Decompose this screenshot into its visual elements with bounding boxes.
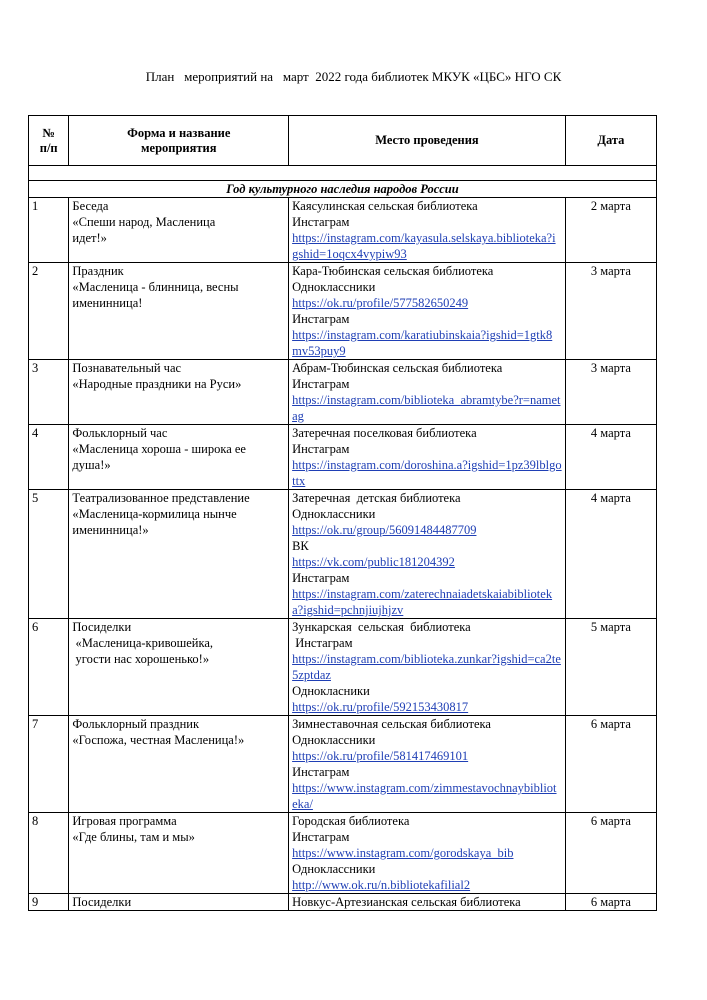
event-form-line: «Масленица хороша - широка ее — [72, 442, 246, 456]
place-line: Одноклассники — [292, 862, 376, 876]
header-date-label: Дата — [597, 133, 625, 147]
header-date — [565, 116, 656, 166]
place-link[interactable]: http://www.ok.ru/n.bibliotekafilial2 — [292, 878, 471, 892]
place-line: Инстаграм — [292, 377, 350, 391]
event-form-line: Фольклорный час — [72, 426, 168, 440]
event-form-line: именинница!» — [72, 523, 149, 537]
event-form — [69, 716, 289, 813]
place-line: Затеречная поселковая библиотека — [292, 426, 477, 440]
row-number: 7 — [29, 716, 69, 813]
table-header-row — [29, 116, 657, 166]
place-line: Зункарская сельская библиотека — [292, 620, 471, 634]
event-date: 6 марта — [565, 716, 656, 813]
event-form-line: Посиделки — [72, 895, 132, 909]
event-form-line: «Масленица-кормилица нынче — [72, 507, 237, 521]
event-place — [289, 360, 566, 425]
row-number: 3 — [29, 360, 69, 425]
place-line: Городская библиотека — [292, 814, 410, 828]
event-place — [289, 490, 566, 619]
place-link[interactable]: https://instagram.com/kayasula.selskaya.biblioteka?igshid=1oqcx4vypiw93 — [292, 231, 556, 261]
event-form-line: идет!» — [72, 231, 107, 245]
event-place — [289, 813, 566, 894]
row-number: 8 — [29, 813, 69, 894]
place-line: Инстаграм — [292, 442, 350, 456]
header-place-label: Место проведения — [375, 133, 479, 147]
events-table — [28, 115, 657, 911]
place-link[interactable]: https://instagram.com/zaterechnaiadetskaiabiblioteka?igshid=pchnjiujhjzv — [292, 587, 553, 617]
row-number: 4 — [29, 425, 69, 490]
place-link[interactable]: https://instagram.com/karatiubinskaia?igshid=1gtk8mv53puy9 — [292, 328, 553, 358]
event-form-line: душа!» — [72, 458, 111, 472]
place-line: Каясулинская сельская библиотека — [292, 199, 478, 213]
event-place — [289, 263, 566, 360]
table-row — [29, 198, 657, 263]
place-line: Инстаграм — [292, 636, 353, 650]
table-row — [29, 360, 657, 425]
event-form — [69, 198, 289, 263]
event-date: 3 марта — [565, 360, 656, 425]
event-form-line: Беседа — [72, 199, 109, 213]
event-form-line: Театрализованное представление — [72, 491, 250, 505]
place-line: Одноклассники — [292, 280, 376, 294]
event-place — [289, 198, 566, 263]
event-date: 5 марта — [565, 619, 656, 716]
place-link[interactable]: https://ok.ru/profile/577582650249 — [292, 296, 469, 310]
place-link[interactable]: https://vk.com/public181204392 — [292, 555, 455, 569]
place-line: Однокласники — [292, 684, 370, 698]
event-form — [69, 425, 289, 490]
header-form — [69, 116, 289, 166]
document-title: План мероприятий на март 2022 года библиотек МКУК «ЦБС» НГО СК — [145, 69, 562, 84]
event-form-line: «Народные праздники на Руси» — [72, 377, 242, 391]
header-form-label: Форма и название мероприятия — [127, 125, 231, 155]
section-row — [29, 181, 657, 198]
place-line: ВК — [292, 539, 309, 553]
place-line: Кара-Тюбинская сельская библиотека — [292, 264, 494, 278]
event-place — [289, 894, 566, 911]
event-form-line: «Масленица-кривошейка, — [72, 636, 214, 650]
event-place — [289, 716, 566, 813]
table-row — [29, 425, 657, 490]
event-form-line: Праздник — [72, 264, 124, 278]
place-line: Инстаграм — [292, 765, 350, 779]
place-link[interactable]: https://www.instagram.com/zimmestavochnaybiblioteka/ — [292, 781, 557, 811]
place-link[interactable]: https://instagram.com/biblioteka.zunkar?igshid=ca2te5zptdaz — [292, 652, 561, 682]
table-row — [29, 894, 657, 911]
event-form-line: «Спеши народ, Масленица — [72, 215, 216, 229]
event-date: 6 марта — [565, 894, 656, 911]
place-link[interactable]: https://instagram.com/biblioteka_abramtybe?r=nametag — [292, 393, 561, 423]
event-date: 4 марта — [565, 425, 656, 490]
spacer-row — [29, 166, 657, 181]
row-number: 2 — [29, 263, 69, 360]
place-line: Инстаграм — [292, 830, 350, 844]
event-date: 6 марта — [565, 813, 656, 894]
table-row — [29, 619, 657, 716]
event-form-line: Фольклорный праздник — [72, 717, 200, 731]
place-link[interactable]: https://instagram.com/doroshina.a?igshid=1pz39lblgottx — [292, 458, 562, 488]
table-row — [29, 490, 657, 619]
table-row — [29, 813, 657, 894]
header-num-label: № п/п — [39, 125, 58, 155]
event-form — [69, 490, 289, 619]
place-line: Новкус-Артезианская сельская библиотека — [292, 895, 521, 909]
event-form-line: угости нас хорошенько!» — [72, 652, 210, 666]
place-line: Инстаграм — [292, 215, 350, 229]
header-place — [289, 116, 566, 166]
place-line: Инстаграм — [292, 312, 350, 326]
event-form — [69, 619, 289, 716]
event-place — [289, 619, 566, 716]
event-form-line: «Масленица - блинница, весны — [72, 280, 239, 294]
event-form-line: именинница! — [72, 296, 143, 310]
event-date: 3 марта — [565, 263, 656, 360]
place-link[interactable]: https://ok.ru/profile/581417469101 — [292, 749, 469, 763]
event-date: 2 марта — [565, 198, 656, 263]
event-form — [69, 360, 289, 425]
place-line: Абрам-Тюбинская сельская библиотека — [292, 361, 503, 375]
place-line: Одноклассники — [292, 507, 376, 521]
place-line: Одноклассники — [292, 733, 376, 747]
row-number: 6 — [29, 619, 69, 716]
event-form-line: «Где блины, там и мы» — [72, 830, 195, 844]
event-form — [69, 263, 289, 360]
event-place — [289, 425, 566, 490]
table-row — [29, 263, 657, 360]
row-number: 5 — [29, 490, 69, 619]
event-date: 4 марта — [565, 490, 656, 619]
row-number: 1 — [29, 198, 69, 263]
table-row — [29, 716, 657, 813]
place-link[interactable]: https://ok.ru/profile/592153430817 — [292, 700, 469, 714]
section-title: Год культурного наследия народов России — [29, 181, 657, 198]
place-line: Зимнеставочная сельская библиотека — [292, 717, 491, 731]
place-line: Инстаграм — [292, 571, 350, 585]
place-line: Затеречная детская библиотека — [292, 491, 461, 505]
header-num — [29, 116, 69, 166]
event-form-line: Игровая программа — [72, 814, 177, 828]
event-form-line: Познавательный час — [72, 361, 182, 375]
event-form-line: Посиделки — [72, 620, 132, 634]
place-link[interactable]: https://ok.ru/group/56091484487709 — [292, 523, 477, 537]
event-form-line: «Госпожа, честная Масленица!» — [72, 733, 245, 747]
place-link[interactable]: https://www.instagram.com/gorodskaya_bib — [292, 846, 514, 860]
event-form — [69, 894, 289, 911]
row-number: 9 — [29, 894, 69, 911]
event-form — [69, 813, 289, 894]
